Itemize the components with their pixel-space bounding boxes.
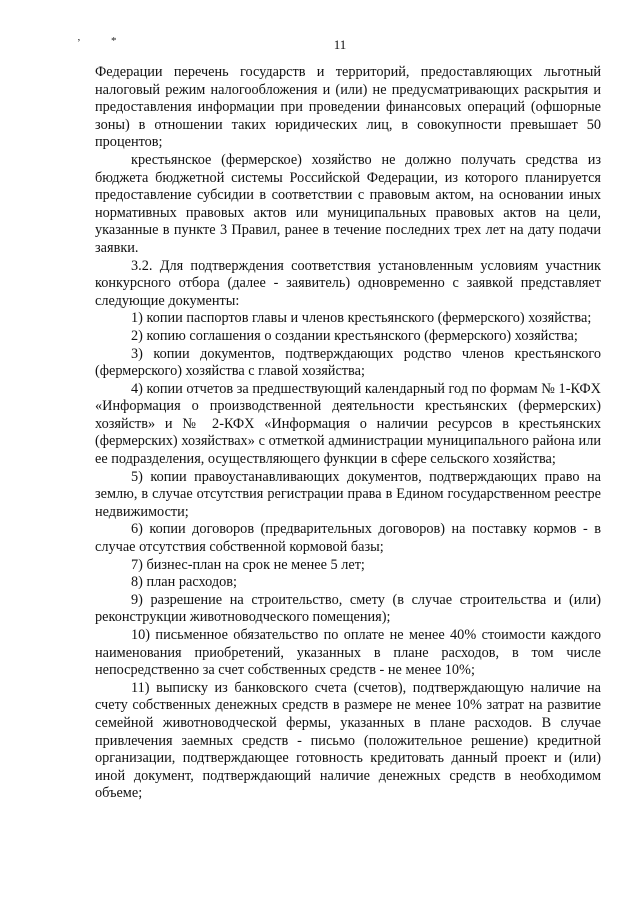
list-item-3: 3) копии документов, подтверждающих родство членов крестьянского (фермерского) хозяйства с главой хозяйства;: [95, 345, 601, 380]
list-item-10: 10) письменное обязательство по оплате не менее 40% стоимости каждого наименования приобретений, указанных в плане расходов, в том числе непосредственно за счет собственных средств - не менее 10%;: [95, 627, 601, 679]
list-item-6: 6) копии договоров (предварительных договоров) на поставку кормов - в случае отсутствия собственной кормовой базы;: [95, 521, 601, 556]
list-item-9: 9) разрешение на строительство, смету (в случае строительства и (или) реконструкции животноводческого помещения);: [95, 591, 601, 626]
page-number: 11: [333, 37, 347, 52]
list-item-11: 11) выписку из банковского счета (счетов), подтверждающую наличие на счету собственных денежных средств в размере не менее 10% затрат на развитие семейной животноводческой фермы, указанных в плане расходов. В случае привлечения заемных средств - письмо (положительное решение) кредитной организации, подтверждающее готовность кредитовать данный проект и (или) иной документ, подтверждающий наличие денежных средств в необходимом объеме;: [95, 679, 601, 802]
list-item-2: 2) копию соглашения о создании крестьянского (фермерского) хозяйства;: [131, 327, 578, 344]
list-item-8: 8) план расходов;: [131, 574, 237, 591]
list-item-1: 1) копии паспортов главы и членов крестьянского (фермерского) хозяйства;: [131, 310, 592, 327]
paragraph-continuation: Федерации перечень государств и территорий, предоставляющих льготный налоговый режим налогообложения и (или) не предусматривающих раскрытия и предоставления информации при проведении финансовых операций (офшорные зоны) в отношении таких юридических лиц, в совокупности превышает 50 процентов;: [95, 64, 601, 151]
list-item-7: 7) бизнес-план на срок не менее 5 лет;: [131, 556, 365, 573]
scan-mark: *: [111, 35, 117, 47]
paragraph-section-3-2: 3.2. Для подтверждения соответствия установленным условиям участник конкурсного отбора (далее - заявитель) одновременно с заявкой представляет следующие документы:: [95, 257, 601, 309]
scan-mark: ʼ: [77, 37, 81, 49]
document-body: [95, 64, 601, 803]
paragraph-farm-condition: крестьянское (фермерское) хозяйство не должно получать средства из бюджета бюджетной системы Российской Федерации, из которого планируется предоставление субсидии в соответствии с правовым актом, на основании иных нормативных правовых актов или муниципальных правовых актов на цели, указанные в пункте 3 Правил, ранее в течение последних трех лет на дату подачи заявки.: [95, 151, 601, 256]
list-item-5: 5) копии правоустанавливающих документов, подтверждающих право на землю, в случае отсутствия регистрации права в Едином государственном реестре недвижимости;: [95, 468, 601, 520]
list-item-4: 4) копии отчетов за предшествующий календарный год по формам № 1-КФХ «Информация о производственной деятельности крестьянских (фермерских) хозяйств» и № 2-КФХ «Информация о наличии ресурсов в крестьянских (фермерских) хозяйствах» с отметкой администрации муниципального района или ее подразделения, осуществляющего функции в сфере сельского хозяйства;: [95, 380, 601, 468]
